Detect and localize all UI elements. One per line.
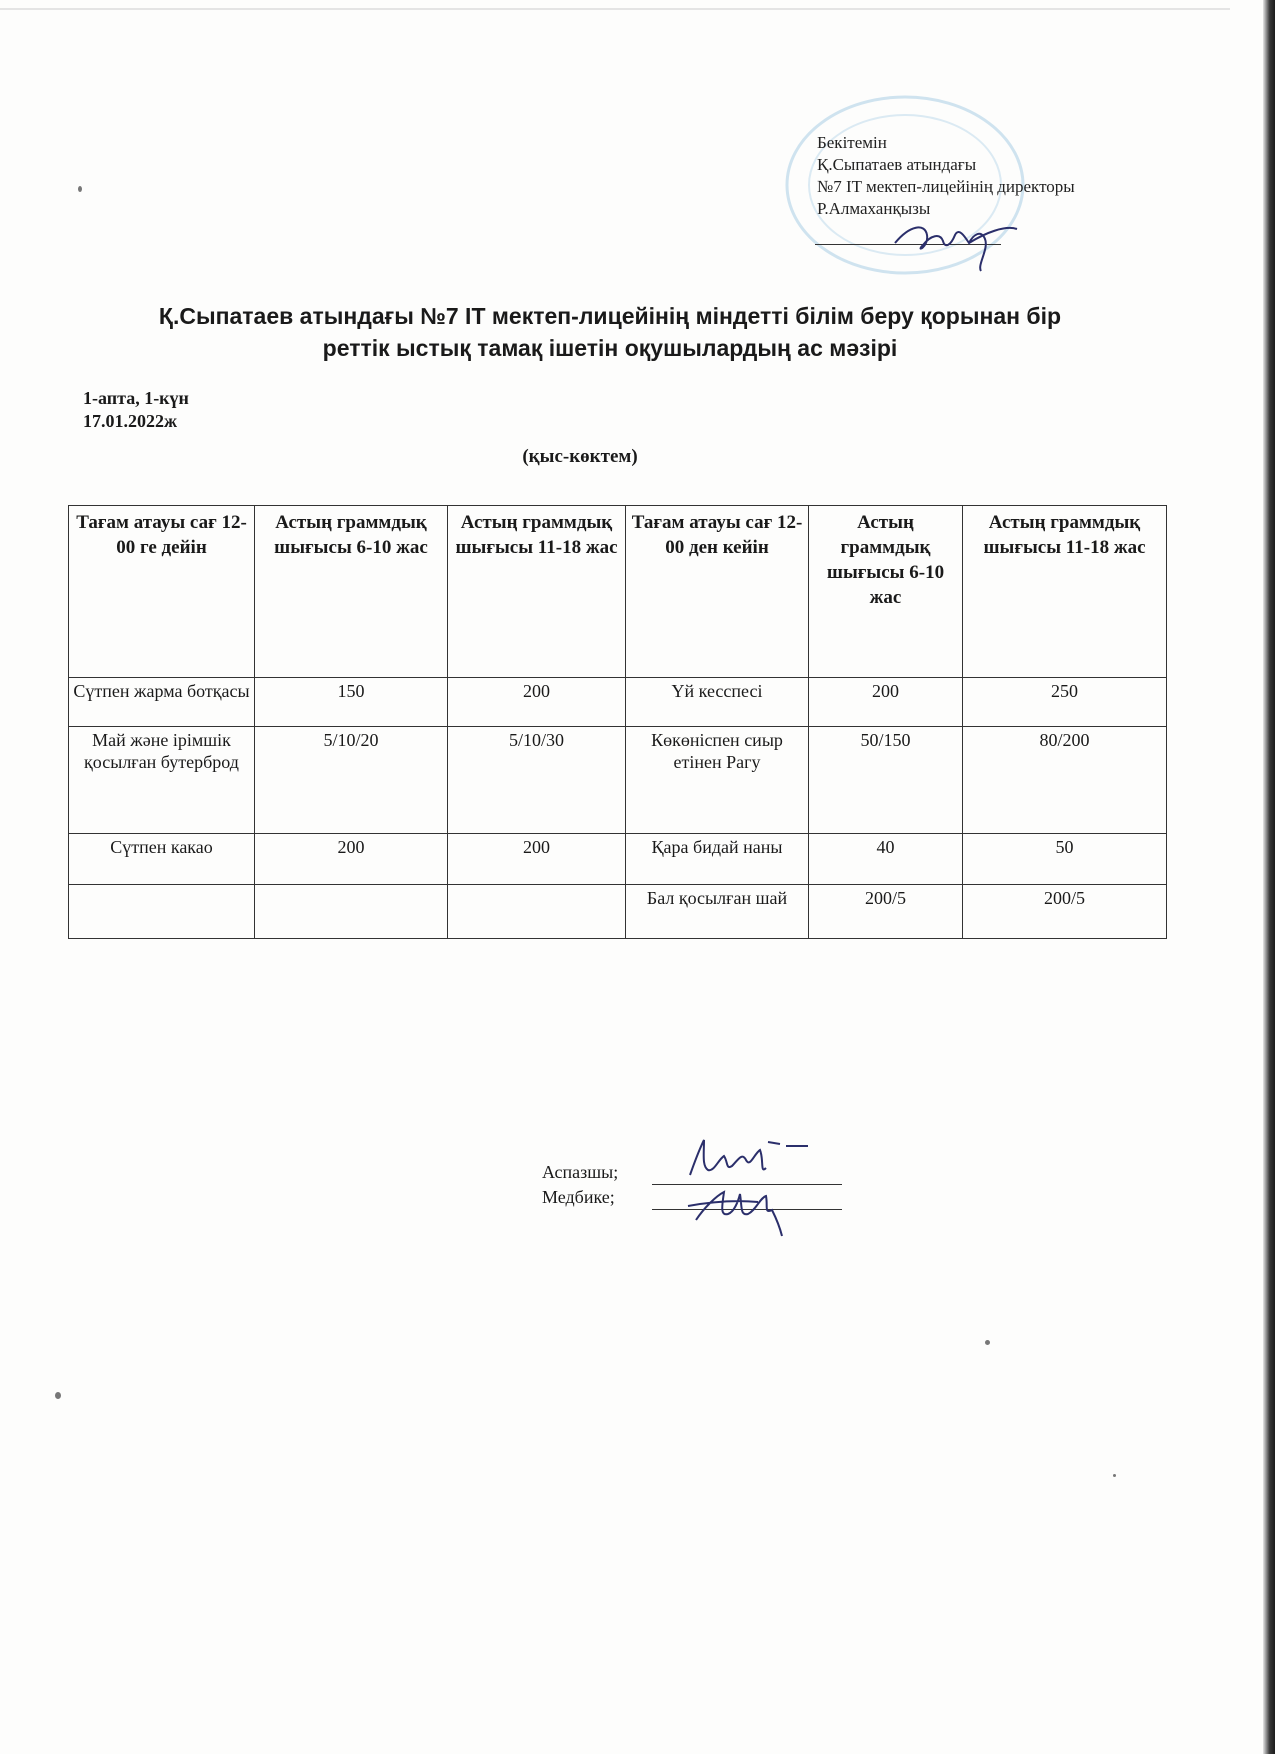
cook-signature <box>668 1130 818 1185</box>
season-label: (қыс-көктем) <box>522 446 638 467</box>
table-cell <box>448 885 626 939</box>
table-row <box>69 678 1167 727</box>
header-cell: Тағам атауы сағ 12-00 ден кейін <box>626 506 809 678</box>
table-cell: Май және ірімшік қосылған бутерброд <box>69 727 255 834</box>
header-cell: Астың граммдық шығысы 6-10 жас <box>809 506 963 678</box>
table-cell: 50 <box>963 834 1167 885</box>
scan-speck <box>1113 1474 1116 1477</box>
header-cell: Астың граммдық шығысы 11-18 жас <box>448 506 626 678</box>
nurse-signature <box>680 1180 810 1240</box>
table-cell: Сүтпен какао <box>69 834 255 885</box>
approval-line-1: Бекітемін <box>817 133 887 152</box>
document-title <box>60 300 1160 364</box>
scan-top-edge <box>0 8 1230 10</box>
table-cell: 5/10/30 <box>448 727 626 834</box>
title-line-1: Қ.Сыпатаев атындағы №7 IT мектеп-лицейінің міндетті білім беру қорынан бір <box>158 303 1062 329</box>
scan-speck <box>55 1392 61 1399</box>
table-cell <box>69 885 255 939</box>
table-cell: Бал қосылған шай <box>626 885 809 939</box>
director-signature <box>885 205 1025 275</box>
table-cell: Сүтпен жарма ботқасы <box>69 678 255 727</box>
menu-date: 17.01.2022ж <box>83 411 178 431</box>
table-cell: 200 <box>448 834 626 885</box>
table-row <box>69 727 1167 834</box>
approval-line-3: №7 IT мектеп-лицейінің директоры <box>817 177 1075 196</box>
table-cell: 80/200 <box>963 727 1167 834</box>
table-cell: 150 <box>255 678 448 727</box>
table-cell: 50/150 <box>809 727 963 834</box>
nurse-label: Медбике; <box>542 1187 615 1207</box>
menu-table <box>68 505 1167 939</box>
table-cell: 200 <box>448 678 626 727</box>
scan-speck <box>985 1340 990 1345</box>
header-cell: Астың граммдық шығысы 11-18 жас <box>963 506 1167 678</box>
table-row <box>69 885 1167 939</box>
scan-speck <box>78 186 82 192</box>
cook-label: Аспазшы; <box>542 1162 619 1182</box>
approval-line-2: Қ.Сыпатаев атындағы <box>817 155 977 174</box>
table-cell: 250 <box>963 678 1167 727</box>
week-day-block <box>83 387 189 433</box>
table-cell: 200 <box>255 834 448 885</box>
table-cell: Көкөніспен сиыр етінен Рагу <box>626 727 809 834</box>
header-cell: Тағам атауы сағ 12-00 ге дейін <box>69 506 255 678</box>
header-cell: Астың граммдық шығысы 6-10 жас <box>255 506 448 678</box>
title-line-2: реттік ыстық тамақ ішетін оқушылардың ас мәзірі <box>322 335 898 361</box>
scan-dark-edge <box>1263 0 1275 1754</box>
table-cell: 200 <box>809 678 963 727</box>
table-cell: Қара бидай наны <box>626 834 809 885</box>
table-cell <box>255 885 448 939</box>
table-cell: 5/10/20 <box>255 727 448 834</box>
table-cell: 200/5 <box>963 885 1167 939</box>
table-header-row <box>69 506 1167 678</box>
table-cell: Үй кесспесі <box>626 678 809 727</box>
table-cell: 200/5 <box>809 885 963 939</box>
week-day: 1-апта, 1-күн <box>83 388 189 408</box>
table-row <box>69 834 1167 885</box>
approval-line-4: Р.Алмаханқызы <box>817 199 931 218</box>
table-cell: 40 <box>809 834 963 885</box>
